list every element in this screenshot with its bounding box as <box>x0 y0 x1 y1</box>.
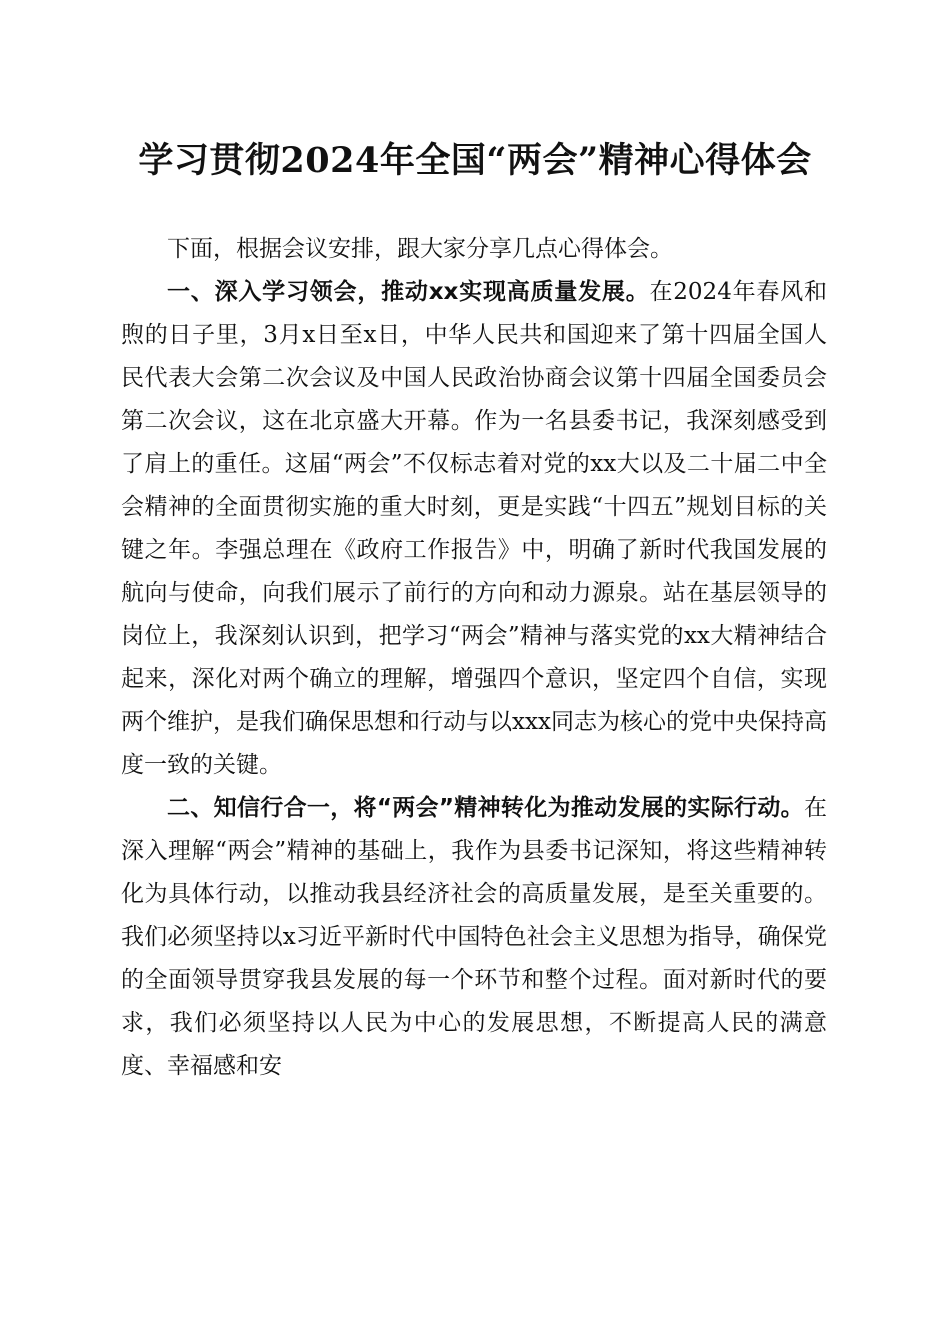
section-1-paragraph <box>121 271 827 787</box>
document-body <box>121 228 827 1088</box>
section-2-body: 在深入理解“两会”精神的基础上，我作为县委书记深知，将这些精神转化为具体行动，以推动我县经济社会的高质量发展，是至关重要的。我们必须坚持以x习近平新时代中国特色社会主义思想为指导，确保党的全面领导贯穿我县发展的每一个环节和整个过程。面对新时代的要求，我们必须坚持以人民为中心的发展思想，不断提高人民的满意度、幸福感和安 <box>121 795 827 1079</box>
section-2-heading: 二、知信行合一，将“两会”精神转化为推动发展的实际行动。 <box>167 795 804 821</box>
section-2-paragraph <box>121 787 827 1088</box>
section-1-body: 在2024年春风和煦的日子里，3月x日至x日，中华人民共和国迎来了第十四届全国人民代表大会第二次会议及中国人民政治协商会议第十四届全国委员会第二次会议，这在北京盛大开幕。作为一名县委书记，我深刻感受到了肩上的重任。这届“两会”不仅标志着对党的xx大以及二十届二中全会精神的全面贯彻实施的重大时刻，更是实践“十四五”规划目标的关键之年。李强总理在《政府工作报告》中，明确了新时代我国发展的航向与使命，向我们展示了前行的方向和动力源泉。站在基层领导的岗位上，我深刻认识到，把学习“两会”精神与落实党的xx大精神结合起来，深化对两个确立的理解，增强四个意识，坚定四个自信，实现两个维护，是我们确保思想和行动与以xxx同志为核心的党中央保持高度一致的关键。 <box>121 279 827 778</box>
section-1-heading: 一、深入学习领会，推动xx实现高质量发展。 <box>167 279 650 305</box>
intro-paragraph: 下面，根据会议安排，跟大家分享几点心得体会。 <box>167 236 673 262</box>
document-title: 学习贯彻2024年全国“两会”精神心得体会 <box>138 140 812 181</box>
